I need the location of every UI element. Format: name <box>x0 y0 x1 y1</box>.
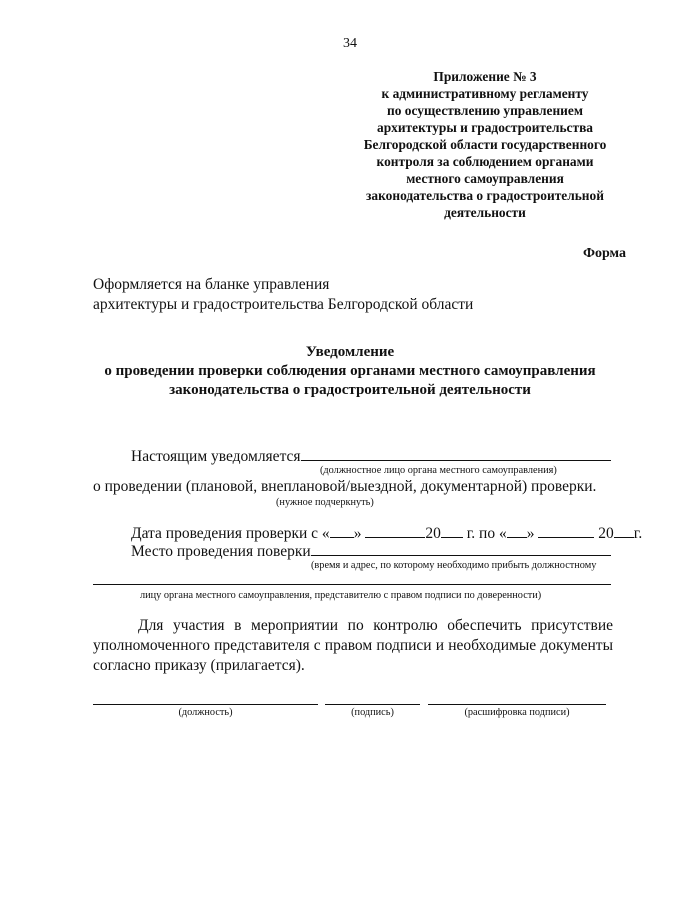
place-label: Место проведения поверки <box>131 543 311 560</box>
decoding-line[interactable] <box>428 704 606 705</box>
quote-close: » <box>526 525 535 542</box>
date-to-month-blank[interactable] <box>538 525 594 538</box>
place-blank[interactable] <box>311 543 611 556</box>
position-line[interactable] <box>93 704 318 705</box>
date-from-month-blank[interactable] <box>365 525 425 538</box>
document-title <box>0 343 700 400</box>
date-from-day-blank[interactable] <box>330 525 354 538</box>
date-to-day-blank[interactable] <box>507 525 527 538</box>
date-from-year-blank[interactable] <box>441 525 463 538</box>
notified-blank[interactable] <box>301 448 611 461</box>
title-line: Уведомление <box>305 344 395 360</box>
date-label: Дата проведения проверки с « <box>131 525 330 542</box>
quote-close: » <box>353 525 362 542</box>
year-prefix: 20 <box>598 525 614 542</box>
place-hint: (время и адрес, по которому необходимо прибыть должностному <box>311 560 597 571</box>
appendix-line: Белгородской области государственного <box>363 137 607 152</box>
title-line: законодательства о градостроительной деятельности <box>169 382 531 398</box>
decoding-caption: (расшифровка подписи) <box>464 707 570 718</box>
form-label: Форма <box>582 246 626 261</box>
letterhead-note <box>93 275 473 315</box>
appendix-line: местного самоуправления <box>406 171 564 186</box>
appendix-line: по осуществлению управлением <box>387 103 583 118</box>
place-continuation-line[interactable] <box>93 584 611 585</box>
signature-line[interactable] <box>325 704 420 705</box>
inspection-type-text: о проведении (плановой, внеплановой/выездной, документарной) проверки. <box>93 478 597 495</box>
appendix-line: к административному регламенту <box>381 86 589 101</box>
date-to-label: г. по « <box>466 525 507 542</box>
appendix-line: контроля за соблюдением органами <box>376 154 594 169</box>
appendix-line: деятельности <box>444 205 526 220</box>
appendix-line: Приложение № 3 <box>433 69 537 84</box>
date-row <box>131 525 642 543</box>
notified-label: Настоящим уведомляется <box>131 448 301 465</box>
inspection-type-hint: (нужное подчеркнуть) <box>276 497 374 508</box>
year-suffix: г. <box>633 525 643 542</box>
place-hint-continued: лицу органа местного самоуправления, представителю с правом подписи по доверенности) <box>140 590 542 601</box>
appendix-line: законодательства о градостроительной <box>366 188 604 203</box>
notified-hint: (должностное лицо органа местного самоуправления) <box>320 465 557 476</box>
title-line: о проведении проверки соблюдения органами местного самоуправления <box>104 363 596 379</box>
position-caption: (должность) <box>178 707 233 718</box>
letterhead-note-line: архитектуры и градостроительства Белгородской области <box>93 296 474 313</box>
appendix-header <box>340 68 630 221</box>
year-prefix: 20 <box>425 525 441 542</box>
page-number: 34 <box>343 36 357 51</box>
place-row <box>131 543 611 561</box>
notified-row <box>131 448 611 466</box>
date-to-year-blank[interactable] <box>614 525 634 538</box>
signature-caption: (подпись) <box>351 707 394 718</box>
instruction-paragraph: Для участия в мероприятии по контролю обеспечить присутствие уполномоченного представителя с правом подписи и необходимые документы согласно приказу (прилагается). <box>93 617 613 674</box>
letterhead-note-line: Оформляется на бланке управления <box>93 276 330 293</box>
appendix-line: архитектуры и градостроительства <box>377 120 593 135</box>
